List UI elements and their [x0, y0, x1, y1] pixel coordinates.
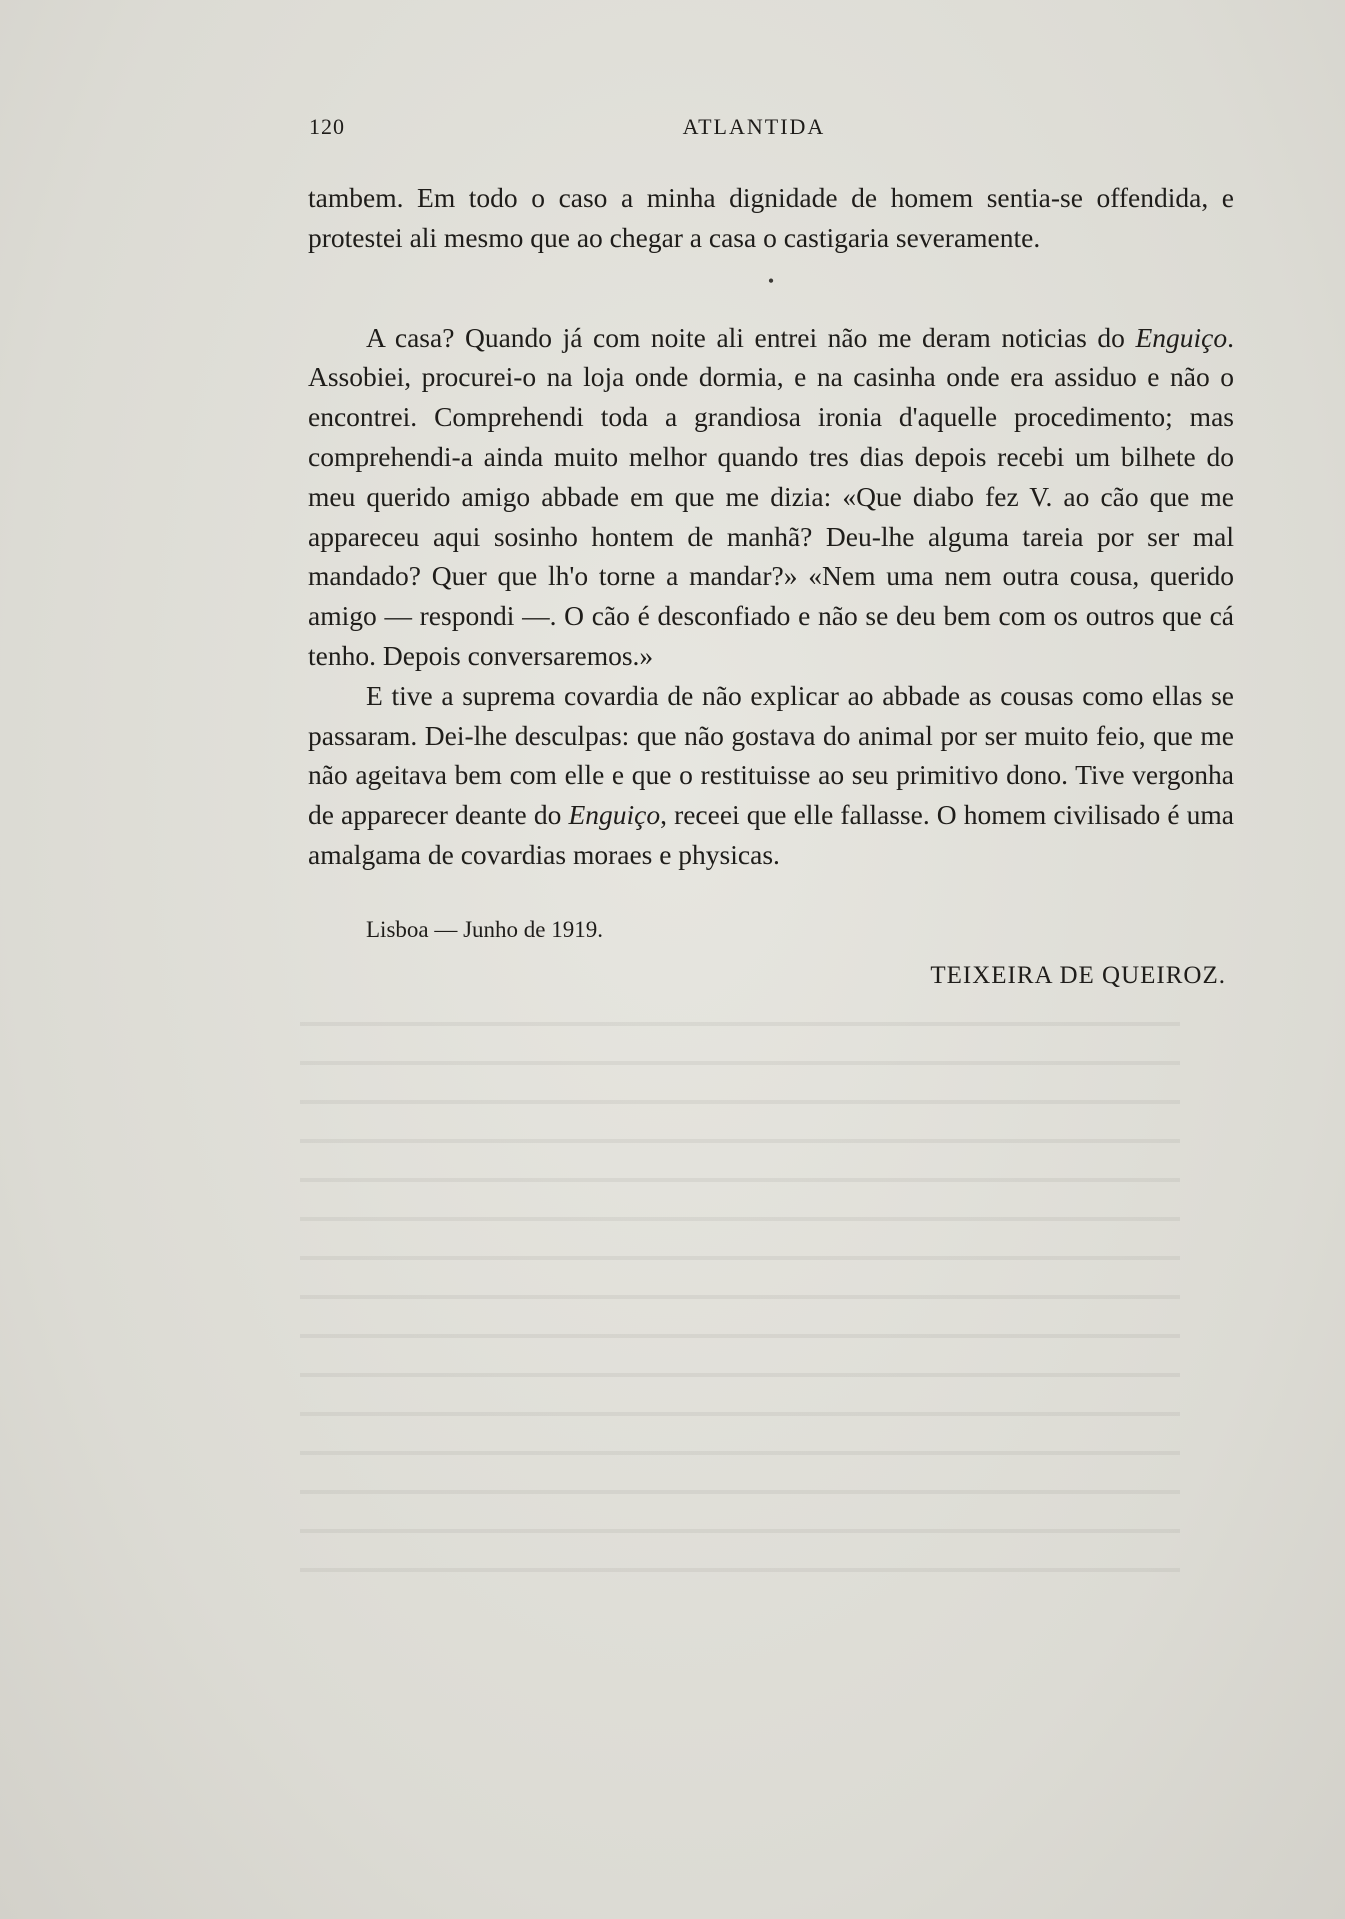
page-number: 120: [309, 114, 345, 139]
paragraph: [308, 318, 1234, 676]
dog-name-italic: Enguiço: [1135, 321, 1228, 353]
running-title: ATLANTIDA: [682, 114, 826, 139]
paragraph-text: . Assobiei, procurei-o na loja onde dormia, e na casinha onde era assiduo e não o encontrei. Comprehendi toda a grandiosa ironia d'aquelle procedimento; mas comprehendi-a ainda muito melhor quando tres dias depois recebi um bilhete do meu querido amigo abbade em que me dizia: «Que diabo fez V. ao cão que me appareceu aqui sosinho hontem de manhã? Deu-lhe alguma tareia por ser mal mandado? Quer que lh'o torne a mandar?» «Nem uma nem outra cousa, querido amigo — respondi —. O cão é desconfiado e não se deu bem com os outros que cá tenho. Depois conversaremos.»: [308, 321, 1234, 671]
dateline: Lisboa — Junho de 1919.: [366, 916, 604, 942]
section-separator: •: [767, 270, 775, 291]
paragraph: [308, 676, 1234, 875]
author-signature: TEIXEIRA DE QUEIROZ.: [930, 961, 1226, 989]
paragraph-text: A casa? Quando já com noite ali entrei não me deram noticias do: [366, 321, 1136, 353]
paragraph-text: E tive a suprema covardia de não explicar ao abbade as cousas como ellas se passaram. Dei-lhe desculpas: que não gostava do animal por ser muito feio, que me não ageitava bem com elle e que o restituisse ao seu primitivo dono. Tive vergonha de apparecer deante do: [308, 679, 1234, 831]
paragraph-continuation: tambem. Em todo o caso a minha dignidade de homem sentia-se offendida, e protestei ali mesmo que ao chegar a casa o castigaria severamente.: [308, 182, 1234, 253]
bleed-through-texture: [300, 1000, 1180, 1600]
body-text: [308, 178, 1234, 993]
dog-name-italic: Enguiço: [568, 799, 661, 831]
page-header: [309, 114, 1199, 144]
paragraph-text: , receei que elle fallasse. O homem civilisado é uma amalgama de covardias moraes e physicas.: [308, 799, 1234, 870]
